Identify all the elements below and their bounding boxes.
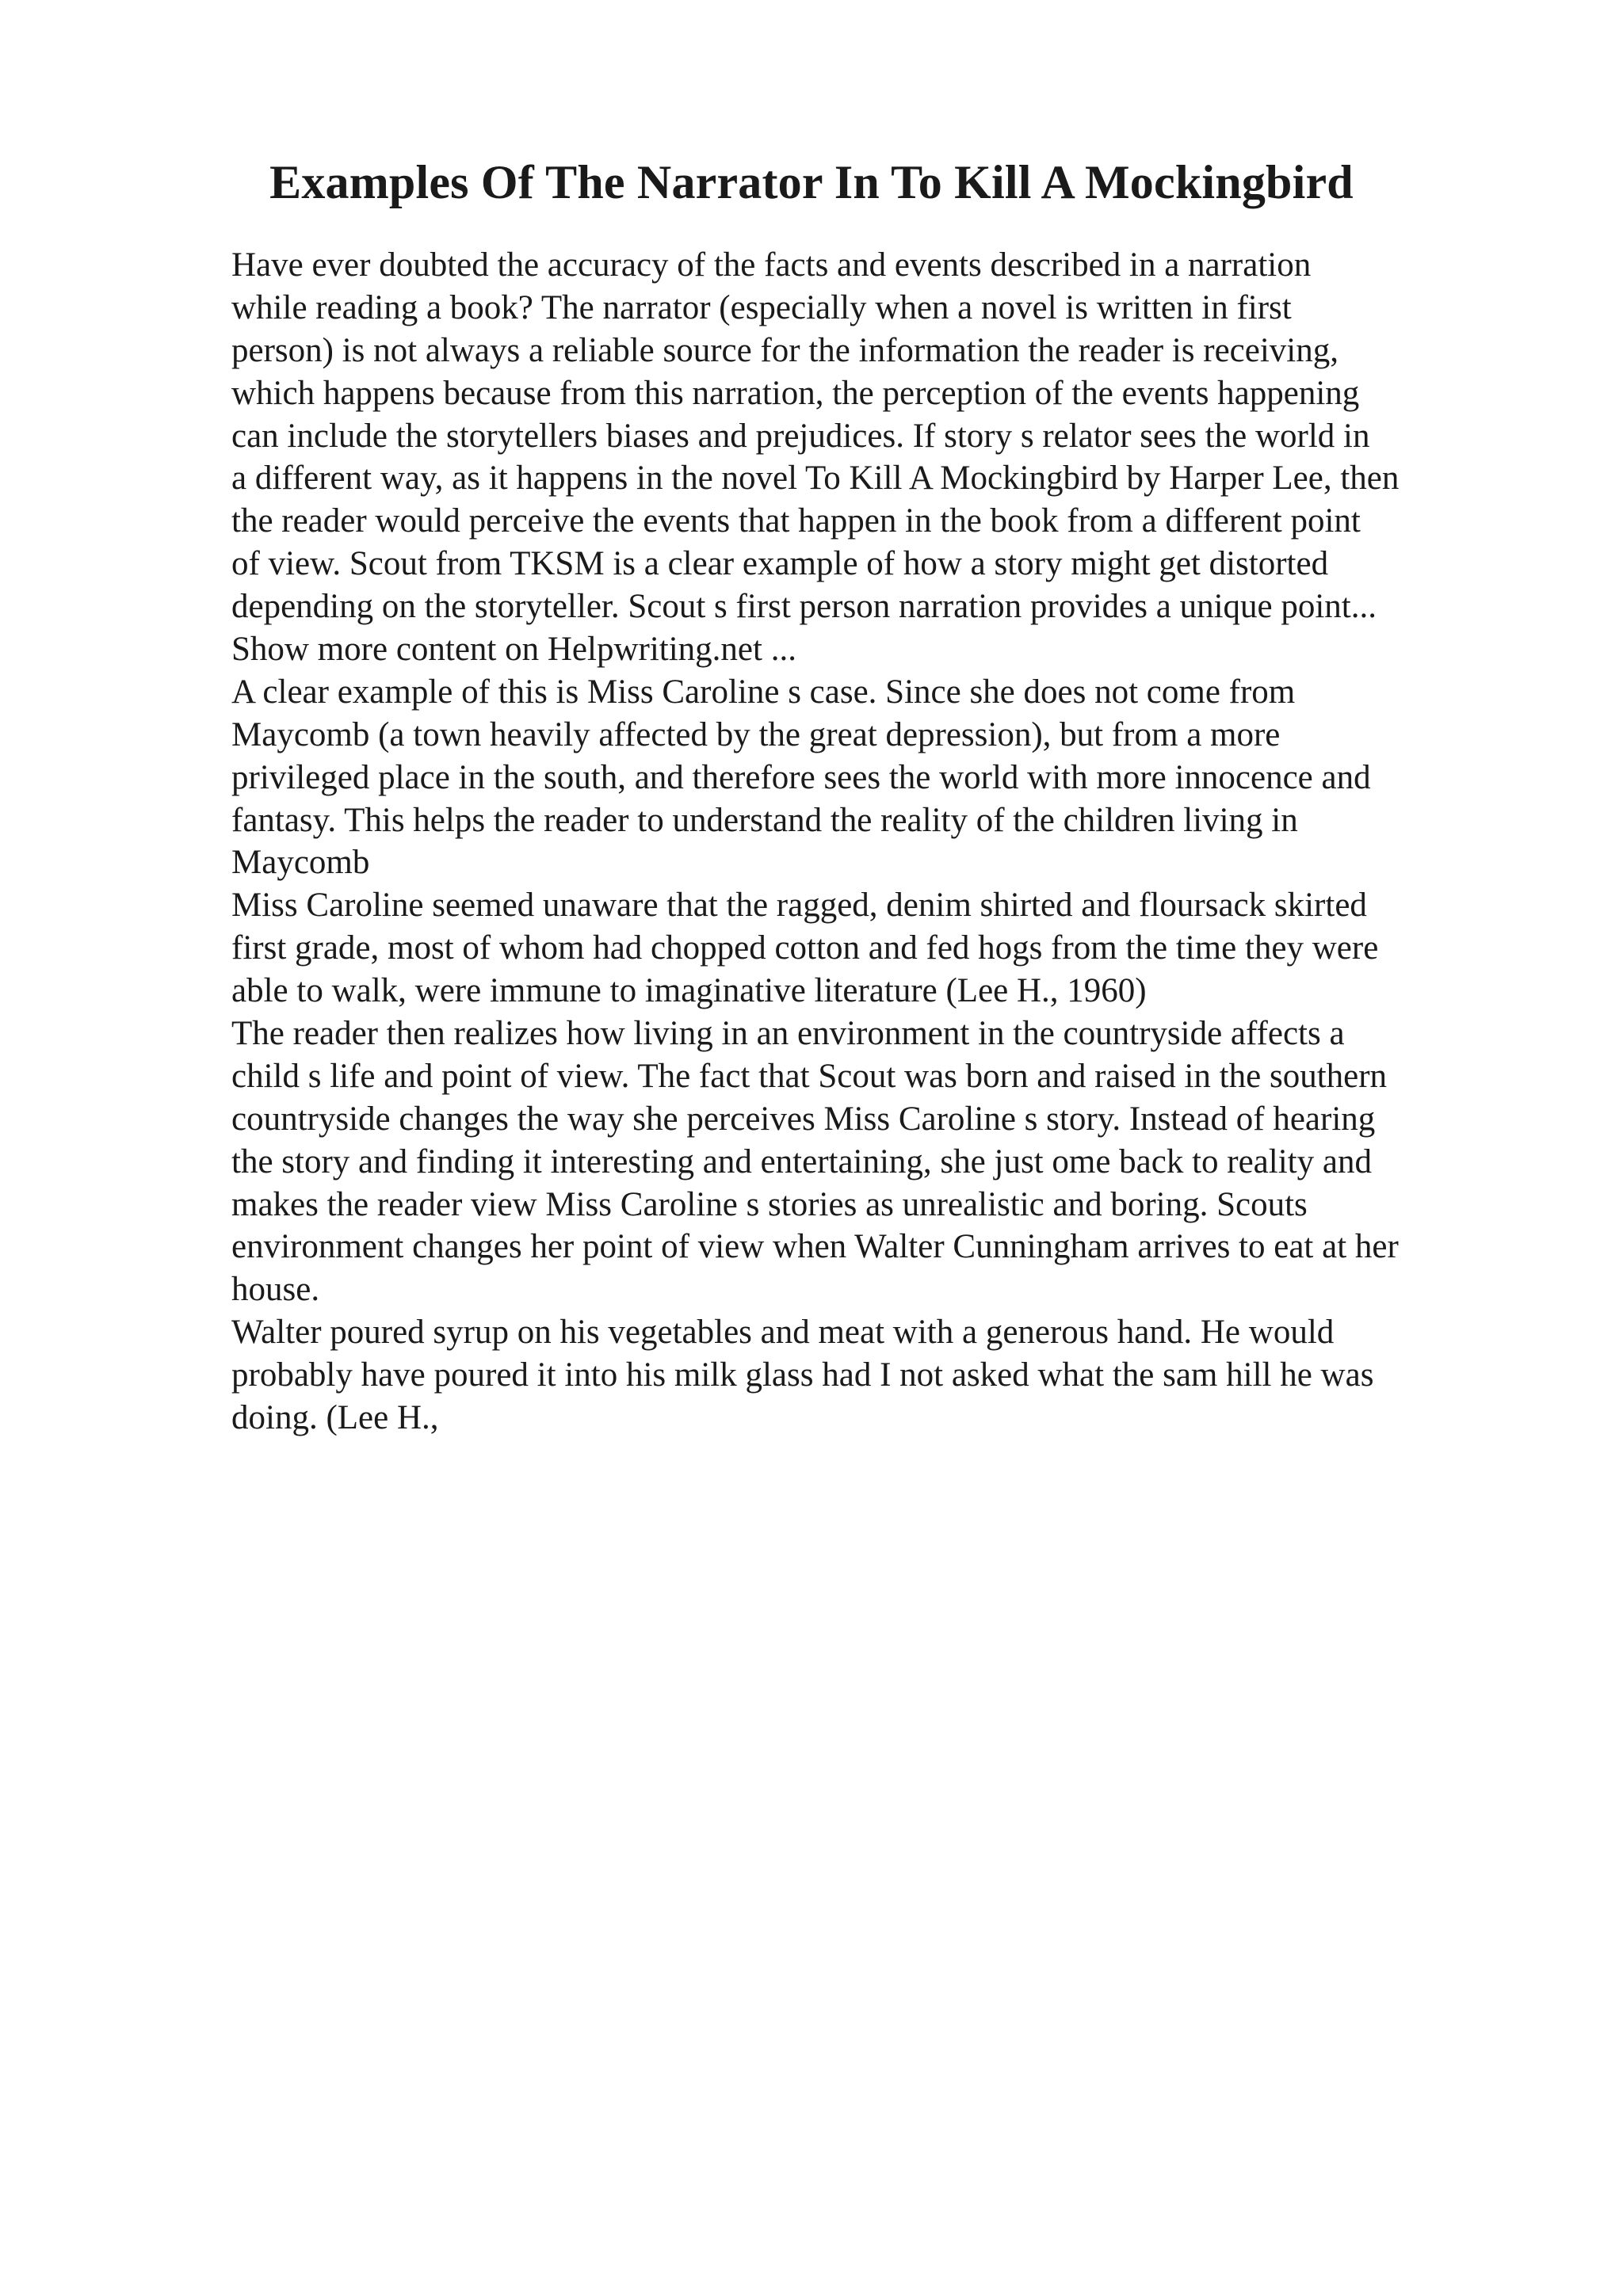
text-line: person) is not always a reliable source for the information the reader is receiving, <box>231 331 1338 369</box>
text-line: a different way, as it happens in the novel To Kill A Mockingbird by Harper Lee, then <box>231 460 1400 498</box>
text-line: the reader would perceive the events that happen in the book from a different point <box>231 502 1361 540</box>
text-line: makes the reader view Miss Caroline s stories as unrealistic and boring. Scouts <box>231 1185 1308 1223</box>
show-more-line: Show more content on Helpwriting.net ... <box>231 631 796 669</box>
text-line: which happens because from this narration, the perception of the events happening <box>231 374 1360 412</box>
text-line: of view. Scout from TKSM is a clear example of how a story might get distorted <box>231 545 1329 583</box>
document-body <box>231 244 1531 1440</box>
quote-line: able to walk, were immune to imaginative literature (Lee H., 1960) <box>231 972 1147 1010</box>
text-line: can include the storytellers biases and prejudices. If story s relator sees the world in <box>231 417 1370 455</box>
quote-line: Walter poured syrup on his vegetables and meat with a generous hand. He would <box>231 1314 1335 1352</box>
quote-line: Miss Caroline seemed unaware that the ragged, denim shirted and floursack skirted <box>231 887 1367 925</box>
quote-line: first grade, most of whom had chopped cotton and fed hogs from the time they were <box>231 929 1379 967</box>
text-line: fantasy. This helps the reader to understand the reality of the children living in <box>231 801 1298 839</box>
quote-line: probably have poured it into his milk glass had I not asked what the sam hill he was <box>231 1356 1374 1394</box>
text-line: Maycomb (a town heavily affected by the great depression), but from a more <box>231 715 1281 753</box>
text-line: house. <box>231 1271 320 1309</box>
text-line: Maycomb <box>231 844 370 882</box>
document-title: Examples Of The Narrator In To Kill A Mockingbird <box>269 156 1354 208</box>
text-line: Have ever doubted the accuracy of the facts and events described in a narration <box>231 246 1312 284</box>
text-line: countryside changes the way she perceives Miss Caroline s story. Instead of hearing <box>231 1100 1376 1138</box>
text-line: environment changes her point of view when Walter Cunningham arrives to eat at her <box>231 1228 1399 1266</box>
text-line: child s life and point of view. The fact that Scout was born and raised in the southern <box>231 1057 1388 1095</box>
text-line: privileged place in the south, and therefore sees the world with more innocence and <box>231 758 1371 796</box>
text-line: depending on the storyteller. Scout s first person narration provides a unique point... <box>231 588 1377 626</box>
text-line: while reading a book? The narrator (especially when a novel is written in first <box>231 288 1292 326</box>
text-line: The reader then realizes how living in an environment in the countryside affects a <box>231 1015 1345 1053</box>
text-line: A clear example of this is Miss Caroline s case. Since she does not come from <box>231 673 1296 711</box>
text-line: the story and finding it interesting and entertaining, she just ome back to reality and <box>231 1142 1372 1180</box>
quote-line: doing. (Lee H., <box>231 1399 439 1437</box>
